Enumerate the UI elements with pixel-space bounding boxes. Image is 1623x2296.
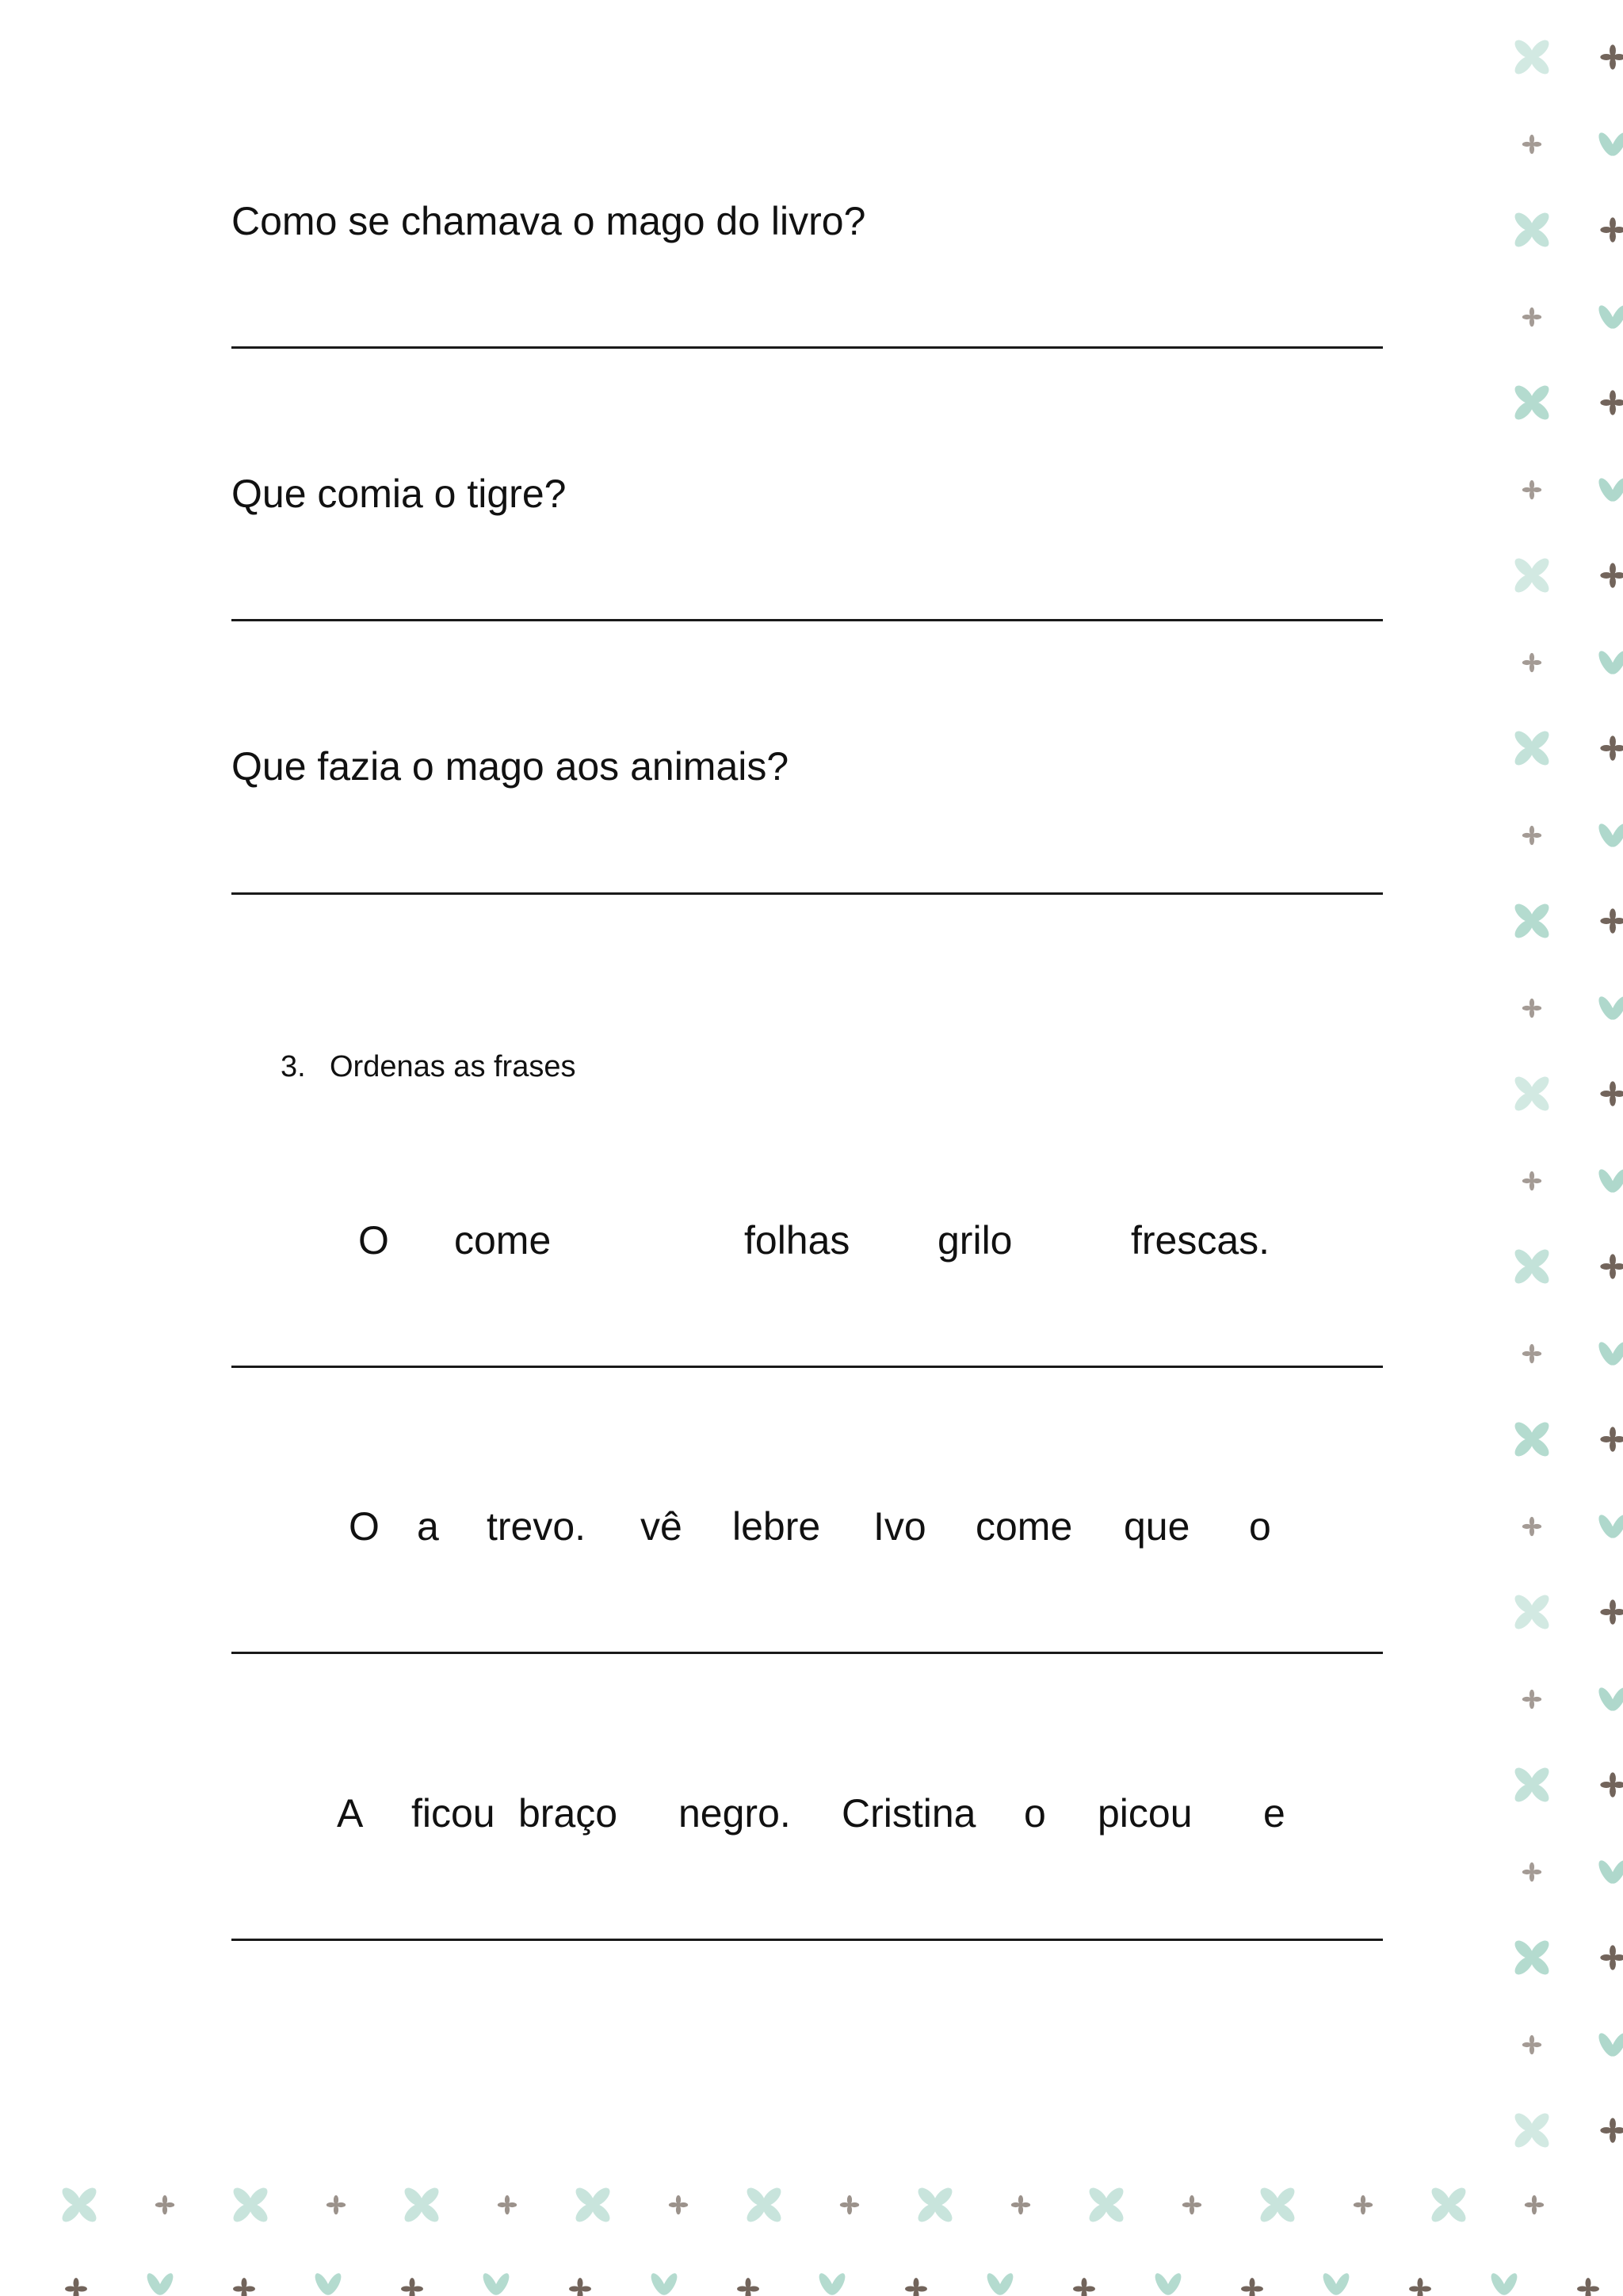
green-leaf-icon [1596, 1339, 1623, 1367]
green-petal-cross-icon [59, 2185, 100, 2225]
green-petal-cross-icon [915, 2185, 956, 2225]
decorative-border-right [1498, 0, 1623, 2296]
brown-flower-icon [233, 2278, 255, 2296]
word-tile: come [976, 1504, 1073, 1549]
brown-flower-icon [1241, 2278, 1263, 2296]
green-leaf-icon [1596, 1512, 1623, 1540]
word-tile: braço [518, 1791, 618, 1836]
word-tile: picou [1098, 1791, 1193, 1836]
brown-flower-icon [1522, 653, 1541, 672]
brown-flower-icon [1577, 2278, 1599, 2296]
question-2: Que comia o tigre? [231, 472, 567, 516]
green-leaf-icon [312, 2271, 344, 2296]
word-tile: e [1263, 1791, 1285, 1836]
answer-line-5[interactable] [231, 1652, 1383, 1654]
brown-flower-icon [327, 2195, 346, 2214]
brown-flower-icon [498, 2195, 517, 2214]
green-petal-cross-icon [1512, 556, 1552, 596]
section-number: 3. [281, 1050, 306, 1083]
brown-flower-icon [1600, 44, 1623, 69]
green-petal-cross-icon [402, 2185, 442, 2225]
green-petal-cross-icon [1512, 1074, 1552, 1114]
word-tile: frescas. [1131, 1218, 1270, 1263]
green-leaf-icon [984, 2271, 1016, 2296]
word-tile: come [454, 1218, 552, 1263]
brown-flower-icon [1600, 908, 1623, 933]
green-petal-cross-icon [1512, 2111, 1552, 2151]
decorative-border-bottom [0, 2164, 1623, 2296]
word-tile: vê [640, 1504, 682, 1549]
brown-flower-icon [65, 2278, 87, 2296]
green-petal-cross-icon [231, 2185, 271, 2225]
green-petal-cross-icon [1429, 2185, 1469, 2225]
word-tile: o [1249, 1504, 1271, 1549]
question-1: Como se chamava o mago do livro? [231, 199, 866, 243]
green-leaf-icon [1596, 821, 1623, 849]
section-heading [281, 1049, 575, 1085]
section-title: Ordenas as frases [330, 1050, 576, 1083]
brown-flower-icon [1600, 217, 1623, 242]
word-tile: ficou [411, 1791, 495, 1836]
green-petal-cross-icon [1512, 1247, 1552, 1287]
brown-flower-icon [1600, 1772, 1623, 1797]
green-petal-cross-icon [1512, 728, 1552, 769]
word-tile: trevo. [487, 1504, 586, 1549]
brown-flower-icon [1525, 2195, 1544, 2214]
brown-flower-icon [1522, 1690, 1541, 1709]
green-leaf-icon [1320, 2271, 1352, 2296]
brown-flower-icon [1073, 2278, 1095, 2296]
green-leaf-icon [1596, 994, 1623, 1022]
brown-flower-icon [1522, 480, 1541, 499]
green-petal-cross-icon [1258, 2185, 1298, 2225]
green-leaf-icon [1488, 2271, 1520, 2296]
brown-flower-icon [401, 2278, 423, 2296]
word-tile: Ivo [873, 1504, 926, 1549]
answer-line-2[interactable] [231, 619, 1383, 621]
word-tile: negro. [678, 1791, 791, 1836]
brown-flower-icon [905, 2278, 927, 2296]
brown-flower-icon [569, 2278, 591, 2296]
green-petal-cross-icon [1512, 210, 1552, 250]
green-leaf-icon [480, 2271, 512, 2296]
brown-flower-icon [1522, 1862, 1541, 1881]
brown-flower-icon [1522, 999, 1541, 1018]
brown-flower-icon [1600, 1427, 1623, 1451]
green-petal-cross-icon [1512, 383, 1552, 423]
green-petal-cross-icon [573, 2185, 613, 2225]
question-3: Que fazia o mago aos animais? [231, 744, 789, 789]
brown-flower-icon [1600, 563, 1623, 587]
word-tile: O [349, 1504, 380, 1549]
brown-flower-icon [1600, 2118, 1623, 2142]
brown-flower-icon [1522, 1517, 1541, 1536]
brown-flower-icon [1354, 2195, 1373, 2214]
word-tile: o [1024, 1791, 1046, 1836]
word-tile: grilo [938, 1218, 1013, 1263]
answer-line-3[interactable] [231, 892, 1383, 895]
brown-flower-icon [737, 2278, 759, 2296]
green-leaf-icon [1596, 1858, 1623, 1885]
word-tile: que [1124, 1504, 1190, 1549]
green-leaf-icon [144, 2271, 176, 2296]
brown-flower-icon [1522, 2035, 1541, 2054]
word-tile: A [337, 1791, 364, 1836]
brown-flower-icon [155, 2195, 174, 2214]
green-leaf-icon [1596, 2030, 1623, 2058]
brown-flower-icon [1600, 1945, 1623, 1969]
brown-flower-icon [1600, 1081, 1623, 1106]
green-petal-cross-icon [1086, 2185, 1127, 2225]
green-leaf-icon [1596, 303, 1623, 330]
answer-line-1[interactable] [231, 346, 1383, 349]
green-petal-cross-icon [1512, 37, 1552, 78]
green-leaf-icon [648, 2271, 680, 2296]
green-leaf-icon [1596, 648, 1623, 676]
brown-flower-icon [1600, 1599, 1623, 1624]
brown-flower-icon [1522, 1344, 1541, 1363]
brown-flower-icon [1522, 1171, 1541, 1190]
green-leaf-icon [1152, 2271, 1184, 2296]
word-tile: folhas [744, 1218, 850, 1263]
green-petal-cross-icon [1512, 1592, 1552, 1633]
word-tile: O [358, 1218, 389, 1263]
brown-flower-icon [1409, 2278, 1431, 2296]
brown-flower-icon [1600, 390, 1623, 415]
brown-flower-icon [840, 2195, 859, 2214]
green-petal-cross-icon [1512, 1938, 1552, 1978]
brown-flower-icon [1011, 2195, 1030, 2214]
green-leaf-icon [1596, 1685, 1623, 1713]
green-petal-cross-icon [1512, 1419, 1552, 1460]
answer-line-4[interactable] [231, 1366, 1383, 1368]
green-leaf-icon [1596, 1167, 1623, 1194]
brown-flower-icon [669, 2195, 688, 2214]
answer-line-6[interactable] [231, 1939, 1383, 1941]
green-leaf-icon [1596, 130, 1623, 158]
brown-flower-icon [1522, 135, 1541, 154]
green-petal-cross-icon [744, 2185, 785, 2225]
green-petal-cross-icon [1512, 901, 1552, 942]
word-tile: lebre [732, 1504, 821, 1549]
brown-flower-icon [1522, 826, 1541, 845]
brown-flower-icon [1522, 308, 1541, 327]
green-leaf-icon [816, 2271, 848, 2296]
green-petal-cross-icon [1512, 1765, 1552, 1805]
word-tile: Cristina [842, 1791, 976, 1836]
brown-flower-icon [1182, 2195, 1201, 2214]
brown-flower-icon [1600, 735, 1623, 760]
brown-flower-icon [1600, 1254, 1623, 1278]
word-tile: a [417, 1504, 439, 1549]
green-leaf-icon [1596, 476, 1623, 503]
